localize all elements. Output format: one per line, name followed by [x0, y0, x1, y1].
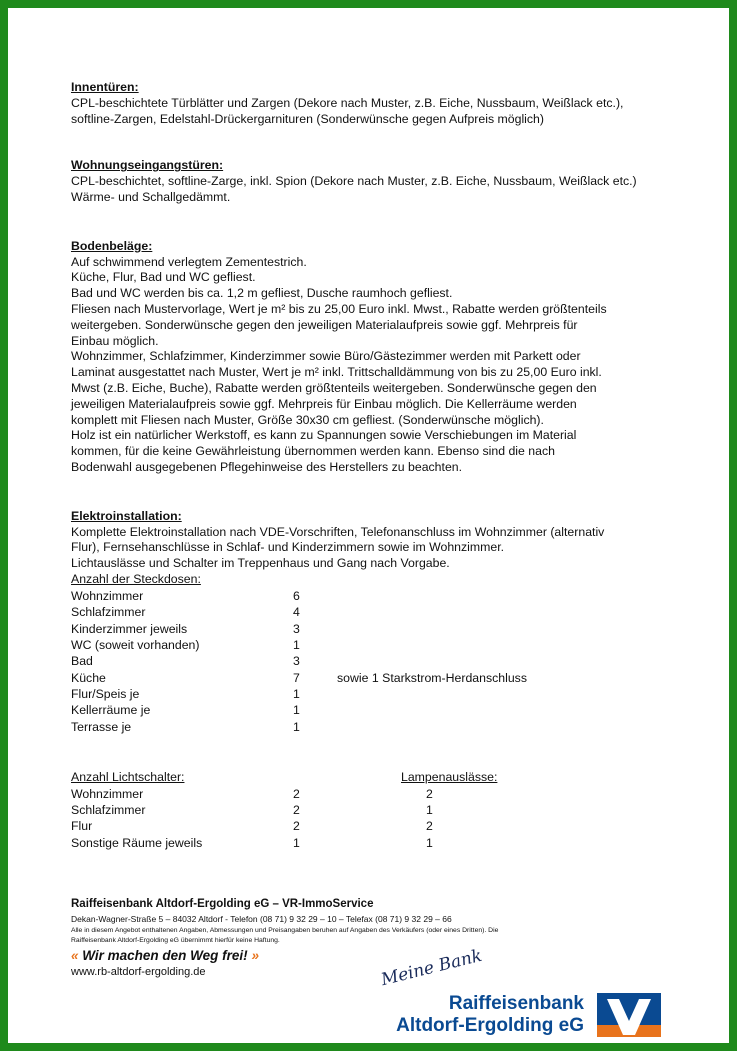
section-wohnungseingangstueren	[71, 158, 671, 205]
table-row	[71, 835, 671, 851]
table-row	[71, 621, 671, 637]
row-note	[337, 637, 671, 653]
outlet-count: 1	[293, 703, 300, 718]
table-row	[71, 686, 671, 702]
text-line: Fliesen nach Mustervorlage, Wert je m² bis zu 25,00 Euro inkl. Mwst., Rabatte werden größtenteils	[71, 301, 607, 316]
text-line: softline-Zargen, Edelstahl-Drückergarnituren (Sonderwünsche gegen Aufpreis möglich)	[71, 111, 544, 126]
outlet-count: 4	[293, 605, 300, 620]
text-line: Laminat ausgestattet nach Muster, Wert je m² inkl. Trittschalldämmung von bis zu 25,00 Euro inkl.	[71, 365, 602, 380]
room-name: Terrasse je	[71, 719, 132, 734]
text-line: Bodenwahl ausgegebenen Pflegehinweise des Herstellers zu beachten.	[71, 459, 463, 474]
text-line: Auf schwimmend verlegtem Zementestrich.	[71, 254, 307, 269]
switch-count: 2	[293, 786, 300, 801]
switch-count: 2	[293, 819, 300, 834]
room-name: Bad	[71, 654, 93, 669]
table-row	[71, 604, 671, 620]
text-line: jeweiligen Materialaufpreis sowie ggf. Mehrpreis für Einbau möglich. Die Kellerräume werden	[71, 396, 577, 411]
table-row	[71, 637, 671, 653]
text-line: Wohnzimmer, Schlafzimmer, Kinderzimmer sowie Büro/Gästezimmer werden mit Parkett oder	[71, 349, 581, 364]
section-elektroinstallation	[71, 509, 671, 851]
table-row	[71, 719, 671, 735]
text-line: kommen, für die keine Gewährleistung übernommen werden kann. Ebenso sind die nach	[71, 444, 555, 459]
footer-url: www.rb-altdorf-ergolding.de	[71, 966, 206, 978]
room-name: Sonstige Räume jeweils	[71, 835, 203, 850]
row-note	[337, 653, 671, 669]
room-name: Flur	[71, 819, 93, 834]
room-name: Kinderzimmer jeweils	[71, 621, 188, 636]
handwritten-tagline: Meine Bank	[379, 945, 485, 991]
switch-count: 1	[293, 835, 300, 850]
text-line: Flur), Fernsehanschlüsse in Schlaf- und Kinderzimmern sowie im Wohnzimmer.	[71, 540, 505, 555]
logo-line-2: Altdorf-Ergolding eG	[396, 1015, 584, 1036]
text-line: komplett mit Fliesen nach Muster, Größe 30x30 cm gefliest. (Sonderwünsche möglich).	[71, 412, 544, 427]
footer-disclaimer: Raiffeisenbank Altdorf-Ergolding eG übernimmt hierfür keine Haftung.	[71, 937, 280, 944]
room-name: Wohnzimmer	[71, 588, 144, 603]
footer-bank-name: Raiffeisenbank Altdorf-Ergolding eG – VR-ImmoService	[71, 898, 374, 910]
row-note	[337, 686, 671, 702]
room-name: WC (soweit vorhanden)	[71, 637, 200, 652]
text-line: Holz ist ein natürlicher Werkstoff, es kann zu Spannungen sowie Verschiebungen im Material	[71, 428, 577, 443]
footer-address: Dekan-Wagner-Straße 5 – 84032 Altdorf - Telefon (08 71) 9 32 29 – 10 – Telefax (08 71) 9 32 29 – 66	[71, 914, 452, 924]
text-line: weitergeben. Sonderwünsche gegen den jeweiligen Materialaufpreis sowie ggf. Mehrpreis für	[71, 317, 578, 332]
row-note	[337, 621, 671, 637]
text-line: Wärme- und Schallgedämmt.	[71, 189, 231, 204]
document-page	[8, 8, 729, 1043]
footer-disclaimer: Alle in diesem Angebot enthaltenen Angaben, Abmessungen und Preisangaben beruhen auf Angaben des Verkäufers (oder eines Dritten). Die	[71, 927, 499, 934]
outlet-count: 6	[293, 588, 300, 603]
room-name: Kellerräume je	[71, 703, 151, 718]
text-line: Komplette Elektroinstallation nach VDE-Vorschriften, Telefonanschluss im Wohnzimmer (alternativ	[71, 524, 605, 539]
quote-mark: »	[251, 948, 259, 963]
slogan-text: Wir machen den Weg frei!	[78, 948, 252, 963]
text-line: Lichtauslässe und Schalter im Treppenhaus und Gang nach Vorgabe.	[71, 556, 450, 571]
lichtschalter-header: Anzahl Lichtschalter:	[71, 770, 185, 785]
row-note: sowie 1 Starkstrom-Herdanschluss	[337, 670, 527, 685]
room-name: Küche	[71, 670, 106, 685]
section-bodenbelaege	[71, 239, 671, 476]
logo-wordmark	[384, 993, 584, 1037]
text-line: Küche, Flur, Bad und WC gefliest.	[71, 270, 256, 285]
outlet-count: 7	[293, 670, 300, 685]
table-row	[71, 786, 671, 802]
table-row	[71, 818, 671, 834]
table-row	[71, 702, 671, 718]
lichtschalter-header-row	[71, 769, 671, 785]
row-note	[337, 588, 671, 604]
outlet-count: 3	[293, 654, 300, 669]
steckdosen-header: Anzahl der Steckdosen:	[71, 571, 201, 586]
room-name: Flur/Speis je	[71, 687, 140, 702]
section-title: Elektroinstallation:	[71, 508, 182, 523]
logo-line-1: Raiffeisenbank	[448, 993, 584, 1014]
lamp-count: 2	[426, 819, 433, 834]
text-line: CPL-beschichtete Türblätter und Zargen (Dekore nach Muster, z.B. Eiche, Nussbaum, Weißlack etc.),	[71, 95, 624, 110]
section-title: Bodenbeläge:	[71, 238, 153, 253]
table-row	[71, 653, 671, 669]
text-line: Bad und WC werden bis ca. 1,2 m gefliest, Dusche raumhoch gefliest.	[71, 286, 453, 301]
row-note	[337, 702, 671, 718]
row-note	[337, 604, 671, 620]
section-title: Wohnungseingangstüren:	[71, 158, 224, 173]
outlet-count: 1	[293, 719, 300, 734]
table-row	[71, 802, 671, 818]
table-row	[71, 670, 671, 686]
section-title: Innentüren:	[71, 80, 139, 94]
lamp-count: 1	[426, 835, 433, 850]
outlet-count: 1	[293, 687, 300, 702]
room-name: Schlafzimmer	[71, 803, 146, 818]
room-name: Wohnzimmer	[71, 786, 144, 801]
lamp-count: 2	[426, 786, 433, 801]
lampen-header: Lampenauslässe:	[401, 770, 498, 785]
switch-count: 2	[293, 803, 300, 818]
quote-mark: «	[71, 948, 79, 963]
text-line: Mwst (z.B. Eiche, Buche), Rabatte werden größtenteils weitergeben. Sonderwünsche gegen den	[71, 380, 597, 395]
bank-logo	[374, 945, 664, 1040]
table-row	[71, 588, 671, 604]
volksbank-raiffeisen-icon	[595, 991, 663, 1039]
text-line: Einbau möglich.	[71, 333, 159, 348]
steckdosen-table	[71, 588, 671, 736]
text-line: CPL-beschichtet, softline-Zarge, inkl. Spion (Dekore nach Muster, z.B. Eiche, Nussbaum, Weißlack etc.)	[71, 174, 637, 189]
section-innentueren	[71, 80, 671, 127]
outlet-count: 3	[293, 621, 300, 636]
room-name: Schlafzimmer	[71, 605, 146, 620]
document-body	[71, 80, 671, 851]
outlet-count: 1	[293, 637, 300, 652]
row-note	[337, 719, 671, 735]
lamp-count: 1	[426, 803, 433, 818]
